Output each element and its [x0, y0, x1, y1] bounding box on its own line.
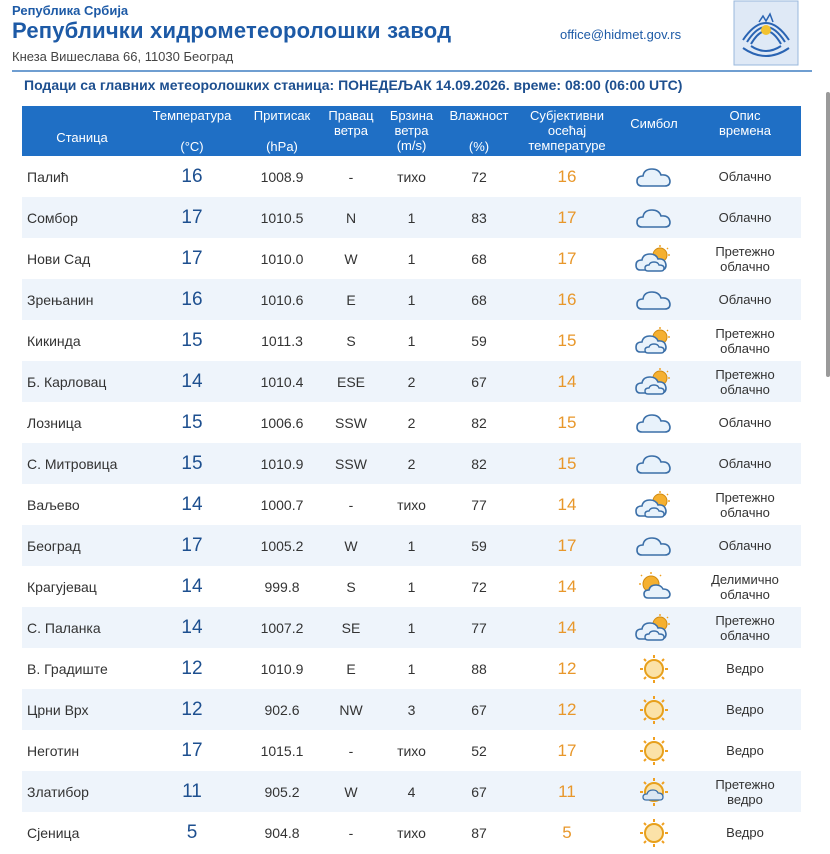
humidity-value: 67 — [443, 771, 515, 812]
description-line-1: Делимично — [711, 571, 779, 587]
col-feels-label-1: Субјективни — [530, 108, 604, 123]
sun-icon — [634, 741, 674, 757]
temperature-value: 17 — [142, 238, 242, 279]
pressure-value: 904.8 — [242, 812, 322, 853]
description-line-1: Претежно — [715, 489, 775, 505]
wind-direction-value: SE — [322, 607, 380, 648]
wind-speed-value: 2 — [380, 443, 443, 484]
feels-like-value: 5 — [515, 812, 619, 853]
station-name: Б. Карловац — [22, 361, 142, 402]
wind-speed-value: 1 — [380, 566, 443, 607]
description-line-2: облачно — [720, 340, 770, 356]
description-line-1: Претежно — [715, 776, 775, 792]
scrollbar[interactable] — [826, 92, 830, 377]
station-name: Зрењанин — [22, 279, 142, 320]
feels-like-value: 14 — [515, 484, 619, 525]
col-wind-dir-label-2: ветра — [334, 123, 368, 138]
description-line-2: облачно — [720, 258, 770, 274]
description-line-1: Претежно — [715, 366, 775, 382]
weather-symbol — [619, 812, 689, 853]
humidity-value: 68 — [443, 279, 515, 320]
description-line-1: Облачно — [718, 538, 772, 553]
pressure-value: 1010.4 — [242, 361, 322, 402]
pressure-value: 902.6 — [242, 689, 322, 730]
wind-speed-value: 1 — [380, 238, 443, 279]
description-line-1: Облачно — [718, 169, 772, 184]
sun-icon — [634, 659, 674, 675]
wind-speed-value: 1 — [380, 279, 443, 320]
wind-speed-value: 4 — [380, 771, 443, 812]
humidity-value: 77 — [443, 484, 515, 525]
weather-symbol — [619, 361, 689, 402]
weather-description — [689, 525, 801, 566]
weather-description — [689, 771, 801, 812]
feels-like-value: 15 — [515, 443, 619, 484]
humidity-value: 52 — [443, 730, 515, 771]
wind-direction-value: ESE — [322, 361, 380, 402]
humidity-value: 77 — [443, 607, 515, 648]
weather-description — [689, 566, 801, 607]
mostly-cloudy-icon — [634, 495, 674, 511]
col-humidity-label: Влажност — [449, 108, 509, 123]
col-wind-dir-label-1: Правац — [328, 108, 374, 123]
table-row — [22, 648, 801, 689]
description-line-2: облачно — [720, 586, 770, 602]
partly-cloudy-icon — [634, 577, 674, 593]
wind-direction-value: - — [322, 812, 380, 853]
feels-like-value: 16 — [515, 156, 619, 197]
humidity-value: 87 — [443, 812, 515, 853]
weather-description — [689, 156, 801, 197]
weather-table — [22, 106, 801, 853]
temperature-value: 14 — [142, 566, 242, 607]
station-name: Ваљево — [22, 484, 142, 525]
col-wind-speed — [380, 106, 443, 156]
wind-direction-value: - — [322, 484, 380, 525]
weather-symbol — [619, 156, 689, 197]
table-header-row — [22, 106, 801, 156]
col-feels-label-2: осећај — [547, 123, 587, 138]
institute-title[interactable]: Републички хидрометеоролошки завод — [12, 18, 452, 43]
description-line-2: ведро — [727, 791, 763, 807]
description-line-1: Облачно — [718, 415, 772, 430]
cloud-icon — [634, 536, 674, 552]
temperature-value: 15 — [142, 443, 242, 484]
col-station-label: Станица — [56, 129, 108, 145]
temperature-value: 14 — [142, 484, 242, 525]
temperature-value: 17 — [142, 525, 242, 566]
wind-direction-value: SSW — [322, 443, 380, 484]
table-row — [22, 443, 801, 484]
wind-speed-value: 2 — [380, 361, 443, 402]
col-description-label-1: Опис — [729, 108, 761, 123]
table-row — [22, 197, 801, 238]
email-link[interactable]: office@hidmet.gov.rs — [560, 27, 682, 42]
table-row — [22, 607, 801, 648]
station-name: Црни Врх — [22, 689, 142, 730]
col-humidity — [443, 106, 515, 156]
col-humidity-unit: (%) — [468, 139, 490, 154]
address-text: Кнеза Вишеслава 66, 11030 Београд — [12, 49, 234, 64]
col-description — [689, 106, 801, 156]
pressure-value: 1008.9 — [242, 156, 322, 197]
feels-like-value: 12 — [515, 648, 619, 689]
mostly-clear-icon — [634, 782, 674, 798]
cloud-icon — [634, 208, 674, 224]
wind-speed-value: 3 — [380, 689, 443, 730]
mostly-cloudy-icon — [634, 372, 674, 388]
pressure-value: 1010.9 — [242, 648, 322, 689]
station-name: Београд — [22, 525, 142, 566]
wind-direction-value: - — [322, 730, 380, 771]
weather-description — [689, 648, 801, 689]
station-name: Крагујевац — [22, 566, 142, 607]
col-wind-speed-label-1: Брзина — [389, 108, 434, 123]
pressure-value: 1010.5 — [242, 197, 322, 238]
weather-symbol — [619, 484, 689, 525]
station-name: Неготин — [22, 730, 142, 771]
sun-icon — [634, 823, 674, 839]
wind-speed-value: 1 — [380, 320, 443, 361]
weather-symbol — [619, 525, 689, 566]
table-row — [22, 279, 801, 320]
pressure-value: 999.8 — [242, 566, 322, 607]
cloud-icon — [634, 167, 674, 183]
wind-direction-value: NW — [322, 689, 380, 730]
description-line-1: Претежно — [715, 612, 775, 628]
sun-icon — [634, 700, 674, 716]
weather-symbol — [619, 402, 689, 443]
humidity-value: 68 — [443, 238, 515, 279]
temperature-value: 15 — [142, 402, 242, 443]
station-name: Сјеница — [22, 812, 142, 853]
description-line-2: облачно — [720, 504, 770, 520]
pressure-value: 1010.6 — [242, 279, 322, 320]
pressure-value: 1010.0 — [242, 238, 322, 279]
feels-like-value: 14 — [515, 607, 619, 648]
table-row — [22, 771, 801, 812]
feels-like-value: 17 — [515, 238, 619, 279]
station-name: Нови Сад — [22, 238, 142, 279]
weather-symbol — [619, 730, 689, 771]
table-row — [22, 689, 801, 730]
humidity-value: 88 — [443, 648, 515, 689]
col-symbol-label: Симбол — [630, 116, 678, 131]
wind-direction-value: SSW — [322, 402, 380, 443]
wind-speed-value: 2 — [380, 402, 443, 443]
description-line-2: облачно — [720, 627, 770, 643]
humidity-value: 82 — [443, 402, 515, 443]
temperature-value: 15 — [142, 320, 242, 361]
description-line-1: Претежно — [715, 243, 775, 259]
col-temp-label: Температура — [152, 108, 232, 123]
weather-symbol — [619, 279, 689, 320]
wind-direction-value: W — [322, 771, 380, 812]
col-feels-label-3: температуре — [528, 138, 606, 153]
temperature-value: 12 — [142, 689, 242, 730]
station-name: Палић — [22, 156, 142, 197]
pressure-value: 1010.9 — [242, 443, 322, 484]
feels-like-value: 15 — [515, 320, 619, 361]
site-header — [0, 0, 830, 70]
weather-symbol — [619, 566, 689, 607]
header-divider — [12, 70, 812, 72]
temperature-value: 16 — [142, 156, 242, 197]
description-line-1: Ведро — [726, 702, 764, 717]
feels-like-value: 12 — [515, 689, 619, 730]
station-name: В. Градиште — [22, 648, 142, 689]
col-pressure-unit: (hPa) — [266, 139, 298, 154]
humidity-value: 67 — [443, 689, 515, 730]
weather-description — [689, 238, 801, 279]
col-temp-unit: (°C) — [180, 139, 204, 154]
table-row — [22, 320, 801, 361]
temperature-value: 14 — [142, 361, 242, 402]
rhmz-logo-icon[interactable] — [733, 0, 799, 66]
pressure-value: 1006.6 — [242, 402, 322, 443]
wind-speed-value: 1 — [380, 197, 443, 238]
feels-like-value: 17 — [515, 730, 619, 771]
wind-speed-value: тихо — [380, 730, 443, 771]
col-description-label-2: времена — [719, 123, 771, 138]
cloud-icon — [634, 290, 674, 306]
table-row — [22, 812, 801, 853]
temperature-value: 14 — [142, 607, 242, 648]
table-row — [22, 525, 801, 566]
weather-symbol — [619, 771, 689, 812]
description-line-1: Ведро — [726, 743, 764, 758]
feels-like-value: 15 — [515, 402, 619, 443]
humidity-value: 59 — [443, 525, 515, 566]
feels-like-value: 14 — [515, 566, 619, 607]
weather-description — [689, 730, 801, 771]
weather-symbol — [619, 197, 689, 238]
station-name: Златибор — [22, 771, 142, 812]
station-name: Сомбор — [22, 197, 142, 238]
wind-direction-value: E — [322, 279, 380, 320]
wind-speed-value: 1 — [380, 525, 443, 566]
col-pressure — [242, 106, 322, 156]
report-subtitle: Подаци са главних метеоролошких станица: ПОНЕДЕЉАК 14.09.2026. време: 08:00 (06:00 UTC) — [24, 77, 683, 93]
description-line-1: Облачно — [718, 292, 772, 307]
col-wind-speed-unit: (m/s) — [396, 138, 427, 153]
wind-speed-value: тихо — [380, 156, 443, 197]
description-line-2: облачно — [720, 381, 770, 397]
pressure-value: 1005.2 — [242, 525, 322, 566]
weather-description — [689, 484, 801, 525]
cloud-icon — [634, 454, 674, 470]
humidity-value: 72 — [443, 566, 515, 607]
weather-description — [689, 443, 801, 484]
mostly-cloudy-icon — [634, 249, 674, 265]
temperature-value: 5 — [142, 812, 242, 853]
table-row — [22, 484, 801, 525]
weather-description — [689, 689, 801, 730]
weather-symbol — [619, 238, 689, 279]
wind-speed-value: тихо — [380, 812, 443, 853]
wind-speed-value: 1 — [380, 648, 443, 689]
table-row — [22, 361, 801, 402]
humidity-value: 82 — [443, 443, 515, 484]
table-row — [22, 566, 801, 607]
pressure-value: 1007.2 — [242, 607, 322, 648]
weather-description — [689, 812, 801, 853]
col-wind-dir — [322, 106, 380, 156]
col-pressure-label: Притисак — [253, 108, 311, 123]
wind-direction-value: E — [322, 648, 380, 689]
table-row — [22, 238, 801, 279]
mostly-cloudy-icon — [634, 618, 674, 634]
cloud-icon — [634, 413, 674, 429]
weather-symbol — [619, 648, 689, 689]
wind-direction-value: S — [322, 320, 380, 361]
table-row — [22, 730, 801, 771]
weather-symbol — [619, 689, 689, 730]
description-line-1: Ведро — [726, 661, 764, 676]
wind-direction-value: N — [322, 197, 380, 238]
station-name: С. Паланка — [22, 607, 142, 648]
weather-description — [689, 320, 801, 361]
weather-symbol — [619, 320, 689, 361]
weather-description — [689, 197, 801, 238]
col-wind-speed-label-2: ветра — [394, 123, 429, 138]
weather-symbol — [619, 443, 689, 484]
mostly-cloudy-icon — [634, 331, 674, 347]
wind-speed-value: тихо — [380, 484, 443, 525]
weather-description — [689, 361, 801, 402]
wind-direction-value: W — [322, 525, 380, 566]
temperature-value: 16 — [142, 279, 242, 320]
description-line-1: Облачно — [718, 456, 772, 471]
feels-like-value: 17 — [515, 197, 619, 238]
table-row — [22, 402, 801, 443]
col-symbol — [619, 106, 689, 156]
feels-like-value: 14 — [515, 361, 619, 402]
description-line-1: Ведро — [726, 825, 764, 840]
feels-like-value: 11 — [515, 771, 619, 812]
wind-speed-value: 1 — [380, 607, 443, 648]
wind-direction-value: - — [322, 156, 380, 197]
humidity-value: 83 — [443, 197, 515, 238]
temperature-value: 17 — [142, 197, 242, 238]
col-station — [22, 106, 142, 156]
feels-like-value: 17 — [515, 525, 619, 566]
weather-description — [689, 279, 801, 320]
pressure-value: 1000.7 — [242, 484, 322, 525]
pressure-value: 1011.3 — [242, 320, 322, 361]
description-line-1: Претежно — [715, 325, 775, 341]
col-temp — [142, 106, 242, 156]
temperature-value: 12 — [142, 648, 242, 689]
wind-direction-value: W — [322, 238, 380, 279]
col-feels-like — [515, 106, 619, 156]
humidity-value: 59 — [443, 320, 515, 361]
temperature-value: 11 — [142, 771, 242, 812]
table-row — [22, 156, 801, 197]
pressure-value: 905.2 — [242, 771, 322, 812]
station-name: Кикинда — [22, 320, 142, 361]
pressure-value: 1015.1 — [242, 730, 322, 771]
republic-label: Република Србија — [12, 3, 129, 18]
station-name: Лозница — [22, 402, 142, 443]
feels-like-value: 16 — [515, 279, 619, 320]
description-line-1: Облачно — [718, 210, 772, 225]
weather-description — [689, 607, 801, 648]
humidity-value: 67 — [443, 361, 515, 402]
weather-symbol — [619, 607, 689, 648]
temperature-value: 17 — [142, 730, 242, 771]
wind-direction-value: S — [322, 566, 380, 607]
weather-description — [689, 402, 801, 443]
station-name: С. Митровица — [22, 443, 142, 484]
humidity-value: 72 — [443, 156, 515, 197]
